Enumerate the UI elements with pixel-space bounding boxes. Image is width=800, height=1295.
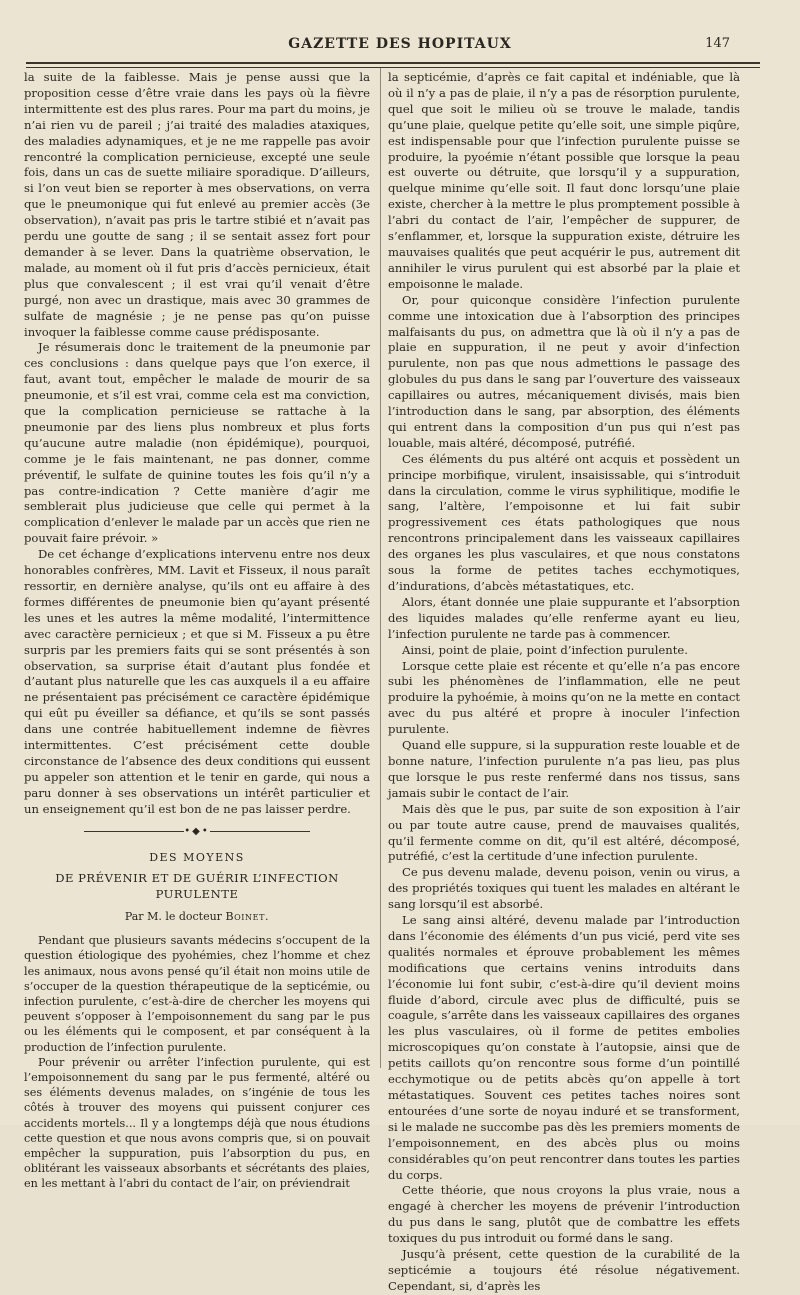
article-byline: [24, 909, 370, 925]
left-column: [24, 70, 370, 1192]
page-number: 147: [705, 36, 730, 51]
paragraph: Je résumerais donc le traitement de la pneumonie par ces conclusions : dans quelque pays que l’on exerce, il faut, avant tout, empêcher le malade de mourir de sa pneumonie, et s’il est vrai, comme cela est ma conviction, que la complication pernicieuse se rattache à la pneumonie par des liens plus nombreux et plus forts qu’aucune autre maladie (non épidémique), pourquoi, comme je le fais maintenant, ne pas donner, comme préventif, le sulfate de quinine toutes les fois qu’il n’y a pas contre-indication ? Cette manière d’agir me semblerait plus judicieuse que celle qui permet à la complication d’enlever le malade par un accès que rien ne pouvait faire prévoir. »: [24, 340, 370, 546]
paragraph: Pendant que plusieurs savants médecins s’occupent de la question étiologique des pyohémies, chez l’homme et chez les animaux, nous avons pensé qu’il était non moins utile de s’occuper de la question thérapeutique de la septicémie, ou infection purulente, c’est-à-dire de chercher les moyens qui peuvent s’opposer à l’empoisonnement du sang par le pus ou les éléments qui le composent, et par conséquent à la production de l’infection purulente.: [24, 934, 370, 1054]
byline-author: Boinet.: [225, 910, 270, 924]
paragraph: Ainsi, point de plaie, point d’infection purulente.: [402, 642, 688, 657]
paragraph: Quand elle suppure, si la suppuration reste louable et de bonne nature, l’infection purulente n’a pas lieu, pas plus que lorsque le pus reste renfermé dans nos tissus, sans jamais subir le contact de l’air.: [388, 738, 740, 800]
article-heading: DES MOYENS: [149, 850, 245, 864]
column-divider: [380, 68, 381, 1068]
paragraph: Cette théorie, que nous croyons la plus vraie, nous a engagé à chercher les moyens de prévenir l’introduction du pus dans le sang, plutôt que de combattre les effets toxiques du pus introduit ou formé dans le sang.: [388, 1183, 740, 1246]
paragraph: Pour prévenir ou arrêter l’infection purulente, qui est l’empoisonnement du sang par le pus fermenté, altéré ou ses éléments devenus malades, on s’ingénie de tous les côtés à trouver des moyens qui puissent conjurer ces accidents mortels... Il y a longtemps déjà que nous étudions cette question et que nous avons compris que, si on pouvait empêcher la suppuration, puis l’absorption du pus, en oblitérant les vaisseaux absorbants et sécrétants des plaies, en les mettant à l’abri du contact de l’air, on préviendrait: [24, 1055, 370, 1191]
paragraph: la suite de la faiblesse. Mais je pense aussi que la proposition cesse d’être vraie dans les pays où la fièvre intermittente est des plus rares. Pour ma part du moins, je n’ai rien vu de pareil ; j’ai traité des maladies ataxiques, des maladies adynamiques, et je ne me rappelle pas avoir rencontré la complication pernicieuse, excepté une seule fois, dans un cas de suette miliaire sporadique. D’ailleurs, si l’on veut bien se reporter à mes observations, on verra que le pneumonique qui fut enlevé au premier accès (3e observation), n’avait pas pris le tartre stibié et n’avait pas perdu une goutte de sang ; il se sentait assez fort pour demander à se lever. Dans la quatrième observation, le malade, au moment où il fut pris d’accès pernicieux, était plus que convalescent ; il est vrai qu’il venait d’être purgé, non avec un drastique, mais avec 30 grammes de sulfate de magnésie ; je ne pense pas qu’on puisse invoquer la faiblesse comme cause prédisposante.: [24, 70, 370, 339]
header-rule: [26, 62, 760, 68]
paragraph: Ce pus devenu malade, devenu poison, venin ou virus, a des propriétés toxiques qui tuent les malades en altérant le sang lorsqu’il est absorbé.: [388, 865, 740, 912]
paragraph: Lorsque cette plaie est récente et qu’elle n’a pas encore subi les phénomènes de l’inflammation, elle ne peut produire la pyhoémie, à moins qu’on ne la mette en contact avec du pus altéré et propre à inoculer l’infection purulente.: [388, 658, 740, 737]
paragraph: Ces éléments du pus altéré ont acquis et possèdent un principe morbifique, virulent, insaisissable, qui s’introduit dans la circulation, comme le virus syphilitique, modifie le sang, l’altère, l’empoisonne et lui fait subir progressivement ces états pathologiques que nous rencontrons principalement dans les vaisseaux capillaires des organes les plus vasculaires, et que nous constatons sous la forme de petites taches ecchymotiques, d’indurations, d’abcès métastatiques, etc.: [388, 451, 740, 593]
paragraph: Or, pour quiconque considère l’infection purulente comme une intoxication due à l’absorption des principes malfaisants du pus, on admettra que là où il n’y a pas de plaie en suppuration, il ne peut y avoir d’infection purulente, non pas que nous admettions le passage des globules du pus dans le sang par l’ouverture des vaisseaux capillaires ou autres, mécaniquement divisés, mais bien l’introduction dans le sang, par absorption, des éléments qui entrent dans la composition d’un pus qui n’est pas louable, mais altéré, décomposé, putréfié.: [388, 292, 740, 450]
page-header: [20, 36, 780, 58]
article-title: DE PRÉVENIR ET DE GUÉRIR L’INFECTION PURULENTE: [55, 871, 339, 902]
paragraph: Alors, étant donnée une plaie suppurante et l’absorption des liquides malades qu’elle renferme ayant eu lieu, l’infection purulente ne tarde pas à commencer.: [388, 594, 740, 641]
paragraph: la septicémie, d’après ce fait capital et indéniable, que là où il n’y a pas de plaie, il n’y a pas de résorption purulente, quel que soit le milieu où se trouve le malade, tandis qu’une plaie, quelque petite qu’elle soit, une simple piqûre, est indispensable pour que l’infection purulente puisse se produire, la pyoémie n’étant possible que lorsque la peau est ouverte ou détruite, que lorsqu’il y a suppuration, quelque minime qu’elle soit. Il faut donc lorsqu’une plaie existe, chercher à la mettre le plus promptement possible à l’abri du contact de l’air, l’empêcher de suppurer, de s’enflammer, et, lorsque la suppuration existe, détruire les mauvaises qualités que peut acquérir le pus, autrement dit annihiler le virus purulent qui est absorbé par la plaie et empoisonne le malade.: [388, 70, 740, 291]
journal-title: GAZETTE DES HOPITAUX: [288, 36, 512, 52]
paragraph: Le sang ainsi altéré, devenu malade par l’introduction dans l’économie des éléments d’un pus vicié, perd vite ses qualités normales et éprouve probablement les mêmes modifications que certains venins introduits dans l’économie lui font subir, c’est-à-dire qu’il devient moins fluide d’abord, circule avec plus de difficulté, puis se coagule, s’arrête dans les vaisseaux capillaires des organes les plus vasculaires, où il forme de petites embolies microscopiques qu’on constate à l’autopsie, ainsi que de petits caillots qu’on rencontre sous forme d’un pointillé ecchymotique ou de petits abcès qu’on appelle à tort métastatiques. Souvent ces petites taches noires sont entourées d’une sorte de noyau induré et se transforment, si le malade ne succombe pas dès les premiers moments de l’empoisonnement, en des abcès plus ou moins considérables qu’on peut rencontrer dans toutes les parties du corps.: [388, 913, 740, 1182]
paragraph: De cet échange d’explications intervenu entre nos deux honorables confrères, MM. Lavit et Fisseux, il nous paraît ressortir, en dernière analyse, qu’ils ont eu affaire à des formes différentes de pneumonie bien qu’ayant présenté les unes et les autres la même modalité, l’intermittence avec caractère pernicieux ; et que si M. Fisseux a pu être surpris par les premiers faits qui se sont présentés à son observation, sa surprise était d’autant plus fondée et d’autant plus naturelle que les cas auxquels il a eu affaire ne présentaient pas précisément ce caractère épidémique qui eût pu éveiller sa défiance, et qu’ils se sont passés dans une contrée habituellement indemne de fièvres intermittentes. C’est précisément cette double circonstance de l’absence des deux conditions qui eussent pu appeler son attention et le tenir en garde, qui nous a paru donner à ses observations un intérêt particulier et un enseignement qu’il est bon de ne pas laisser perdre.: [24, 547, 370, 816]
paragraph: Mais dès que le pus, par suite de son exposition à l’air ou par toute autre cause, prend de mauvaises qualités, qu’il fermente comme on dit, qu’il est altéré, décomposé, putréfié, c’est la certitude d’une infection purulente.: [388, 801, 740, 864]
byline-prefix: Par M. le docteur: [124, 910, 222, 924]
section-ornament: •◆•: [24, 824, 370, 840]
right-column: [388, 70, 740, 1295]
paragraph: Jusqu’à présent, cette question de la curabilité de la septicémie a toujours été résolue négativement. Cependant, si, d’après les: [388, 1247, 740, 1293]
